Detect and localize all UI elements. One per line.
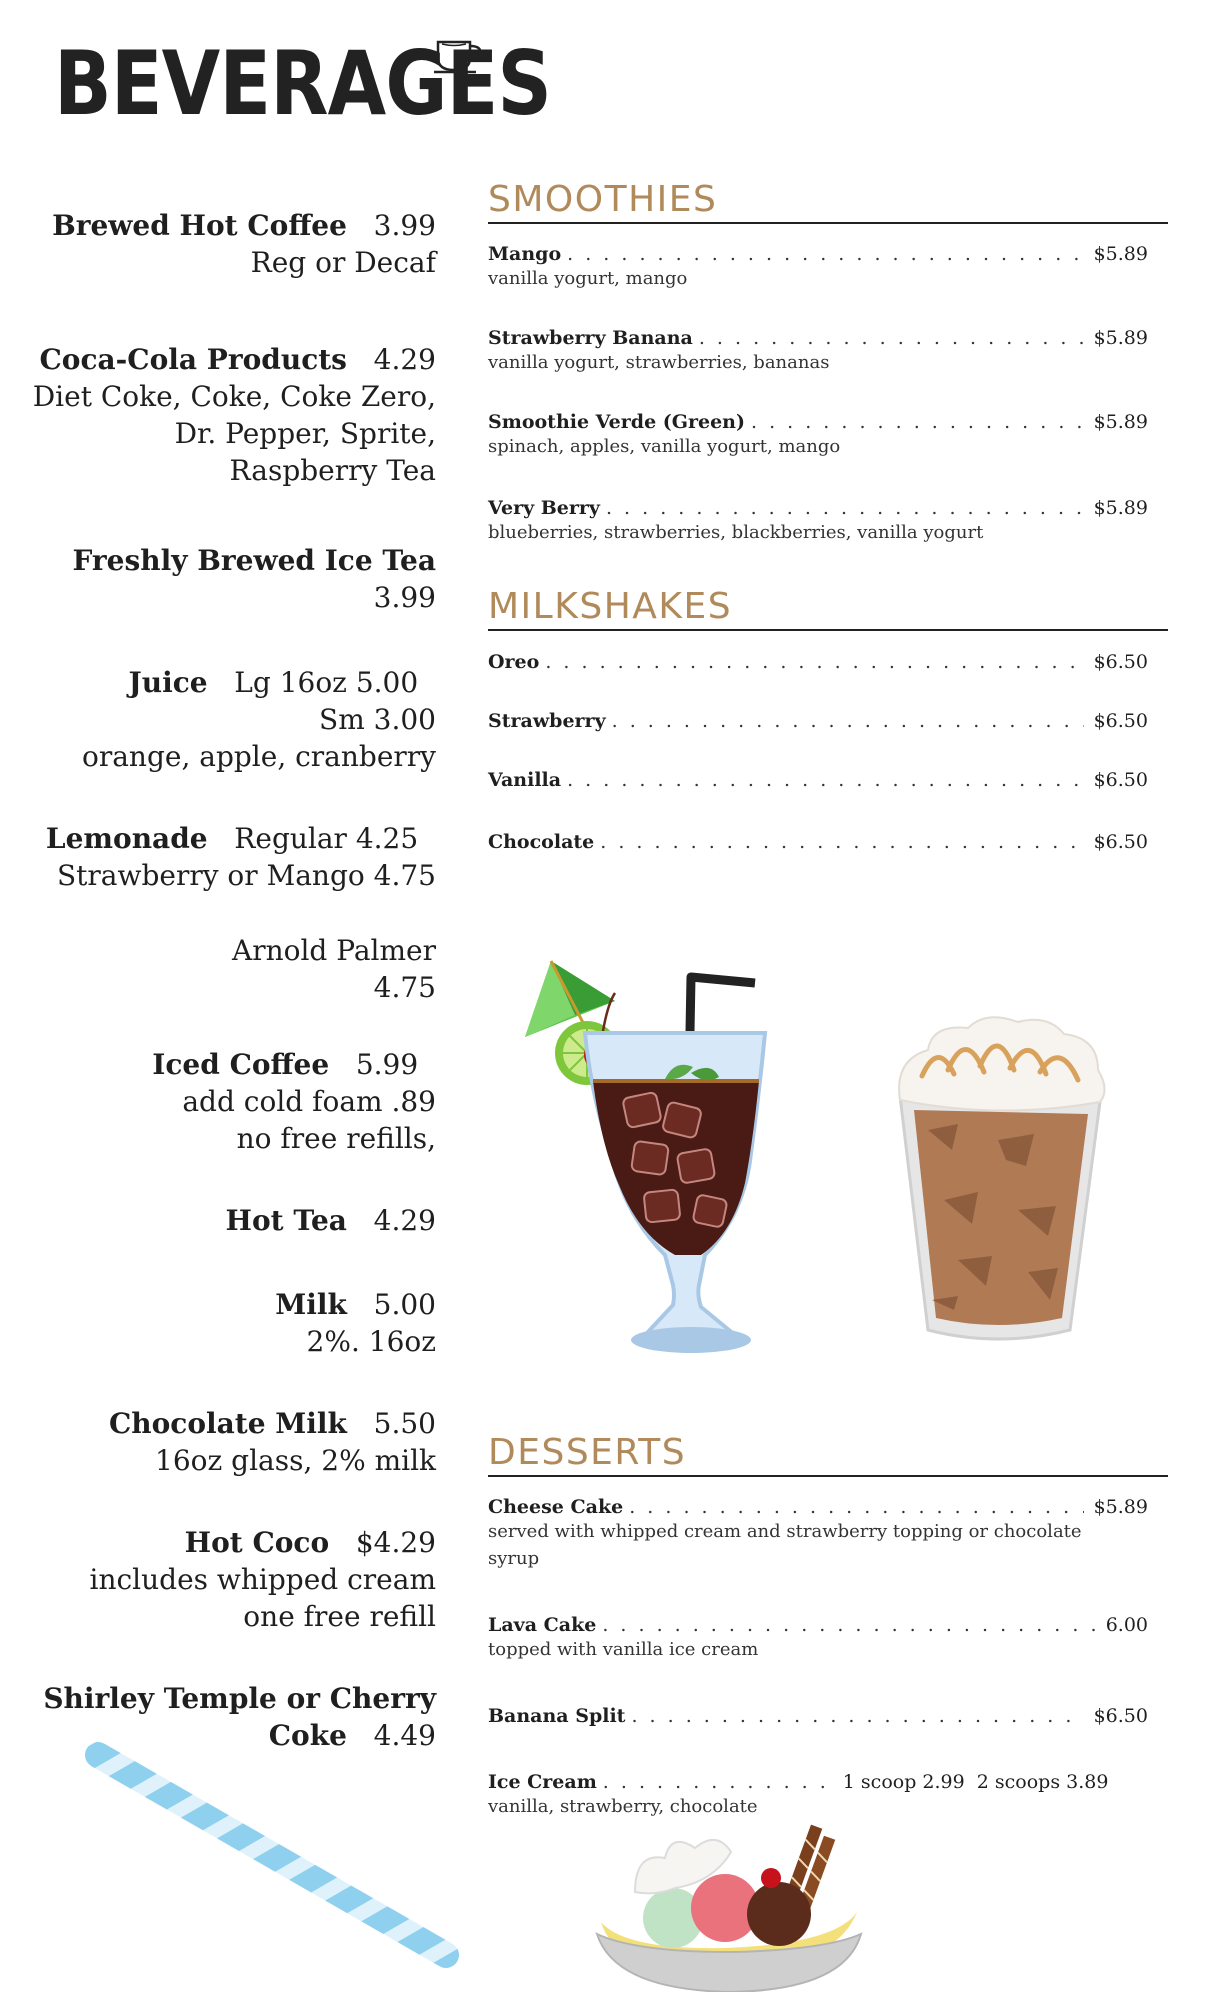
beverage-item xyxy=(16,1405,436,1479)
item-description: no free refills, xyxy=(236,1122,436,1155)
item-name: Ice Cream xyxy=(488,1771,597,1793)
item-name: Lemonade xyxy=(45,822,208,855)
item-name: Coca-Cola Products xyxy=(39,343,347,376)
item-description: 2%. 16oz xyxy=(306,1325,436,1358)
item-name: Strawberry xyxy=(488,710,606,732)
item-name: Hot Coco xyxy=(184,1526,330,1559)
item-price: 4.49 xyxy=(373,1719,436,1752)
menu-item xyxy=(488,831,1148,853)
beverage-item xyxy=(16,1286,436,1360)
menu-item xyxy=(488,497,1148,546)
item-description: vanilla yogurt, mango xyxy=(488,268,688,289)
item-price: $6.50 xyxy=(1093,1705,1148,1727)
item-price: 4.29 xyxy=(373,343,436,376)
dot-leader xyxy=(567,769,1084,791)
coffee-cup-icon xyxy=(432,36,488,76)
item-price: $6.50 xyxy=(1093,710,1148,732)
item-name: Mango xyxy=(488,243,562,265)
beverage-item xyxy=(16,820,436,894)
item-name: Very Berry xyxy=(488,497,600,519)
item-price: $5.89 xyxy=(1093,1496,1148,1518)
item-description: Raspberry Tea xyxy=(229,454,436,487)
dot-leader xyxy=(629,1496,1083,1518)
dot-leader xyxy=(567,243,1083,265)
dot-leader xyxy=(603,1771,833,1793)
straw-illustration xyxy=(80,1735,470,1975)
page-title: BEVERAGES xyxy=(54,32,552,135)
beverage-item xyxy=(16,932,436,1006)
item-description: one free refill xyxy=(243,1600,436,1633)
item-price: 3.99 xyxy=(373,209,436,242)
item-description: vanilla yogurt, strawberries, bananas xyxy=(488,352,830,373)
cocktail-glass-illustration xyxy=(515,955,795,1375)
item-name: Freshly Brewed Ice Tea xyxy=(72,544,436,577)
item-description: add cold foam .89 xyxy=(182,1085,436,1118)
dot-leader xyxy=(612,710,1084,732)
item-description: orange, apple, cranberry xyxy=(81,740,436,773)
dot-leader xyxy=(751,411,1084,433)
item-description: Dr. Pepper, Sprite, xyxy=(174,417,436,450)
item-name: Arnold Palmer xyxy=(231,934,436,967)
item-description: includes whipped cream xyxy=(89,1563,436,1596)
menu-item xyxy=(488,769,1148,791)
item-description: served with whipped cream and strawberry topping or chocolate syrup xyxy=(488,1521,1082,1569)
item-price: $4.29 xyxy=(355,1526,436,1559)
desserts-heading: DESSERTS xyxy=(488,1433,1168,1477)
beverage-item xyxy=(16,1202,436,1239)
iced-latte-illustration xyxy=(888,1010,1110,1355)
item-price: 1 scoop 2.99 2 scoops 3.89 xyxy=(842,1771,1109,1793)
item-description: spinach, apples, vanilla yogurt, mango xyxy=(488,436,841,457)
banana-split-illustration xyxy=(595,1822,865,1992)
item-name: Chocolate xyxy=(488,831,595,853)
milkshakes-heading: MILKSHAKES xyxy=(488,587,1168,631)
item-name: Milk xyxy=(275,1288,347,1321)
item-name: Brewed Hot Coffee xyxy=(52,209,347,242)
item-description: topped with vanilla ice cream xyxy=(488,1639,759,1660)
dot-leader xyxy=(602,1614,1095,1636)
item-name: Cheese Cake xyxy=(488,1496,624,1518)
item-price: $5.89 xyxy=(1093,243,1148,265)
item-price: $6.50 xyxy=(1093,769,1148,791)
item-description: 16oz glass, 2% milk xyxy=(155,1444,436,1477)
item-name: Iced Coffee xyxy=(152,1048,330,1081)
item-price: 5.50 xyxy=(373,1407,436,1440)
menu-item xyxy=(488,1771,1148,1820)
beverage-item xyxy=(16,1524,436,1635)
item-description: Diet Coke, Coke, Coke Zero, xyxy=(32,380,436,413)
item-name: Juice xyxy=(128,666,208,699)
menu-item xyxy=(488,411,1148,460)
item-name: Coke xyxy=(268,1719,347,1752)
menu-item xyxy=(488,1496,1148,1572)
beverage-item xyxy=(16,207,436,281)
item-price: Regular 4.25 xyxy=(234,822,419,855)
dot-leader xyxy=(545,651,1083,673)
beverage-item xyxy=(16,341,436,489)
item-price: $5.89 xyxy=(1093,327,1148,349)
item-price: 5.99 xyxy=(355,1048,419,1081)
item-price: 4.75 xyxy=(373,971,436,1004)
menu-item xyxy=(488,710,1148,732)
smoothies-heading: SMOOTHIES xyxy=(488,180,1168,224)
item-name: Oreo xyxy=(488,651,540,673)
item-name: Chocolate Milk xyxy=(108,1407,347,1440)
item-price: 3.99 xyxy=(373,581,436,614)
item-name: Strawberry Banana xyxy=(488,327,693,349)
beverage-item xyxy=(16,664,436,775)
menu-item xyxy=(488,327,1148,376)
dot-leader xyxy=(699,327,1084,349)
beverage-item xyxy=(16,542,436,616)
item-name: Shirley Temple or Cherry xyxy=(43,1682,436,1715)
item-price: 6.00 xyxy=(1105,1614,1148,1636)
menu-item xyxy=(488,1614,1148,1663)
item-price: $6.50 xyxy=(1093,651,1148,673)
item-price: $5.89 xyxy=(1093,497,1148,519)
menu-item xyxy=(488,1705,1148,1727)
beverage-item xyxy=(16,1046,436,1157)
menu-item xyxy=(488,651,1148,673)
item-name: Hot Tea xyxy=(225,1204,347,1237)
item-description: vanilla, strawberry, chocolate xyxy=(488,1796,758,1817)
item-price: 4.29 xyxy=(373,1204,436,1237)
item-price: Lg 16oz 5.00 xyxy=(234,666,419,699)
item-name: Banana Split xyxy=(488,1705,626,1727)
dot-leader xyxy=(600,831,1083,853)
menu-item xyxy=(488,243,1148,292)
item-name: Smoothie Verde (Green) xyxy=(488,411,745,433)
item-description: Reg or Decaf xyxy=(250,246,436,279)
dot-leader xyxy=(631,1705,1083,1727)
item-name: Vanilla xyxy=(488,769,562,791)
item-price: $5.89 xyxy=(1093,411,1148,433)
item-price: Sm 3.00 xyxy=(319,703,436,736)
item-price: 5.00 xyxy=(373,1288,436,1321)
item-name: Lava Cake xyxy=(488,1614,597,1636)
item-price: $6.50 xyxy=(1093,831,1148,853)
item-description: blueberries, strawberries, blackberries, vanilla yogurt xyxy=(488,522,984,543)
item-description: Strawberry or Mango 4.75 xyxy=(56,859,436,892)
dot-leader xyxy=(606,497,1084,519)
